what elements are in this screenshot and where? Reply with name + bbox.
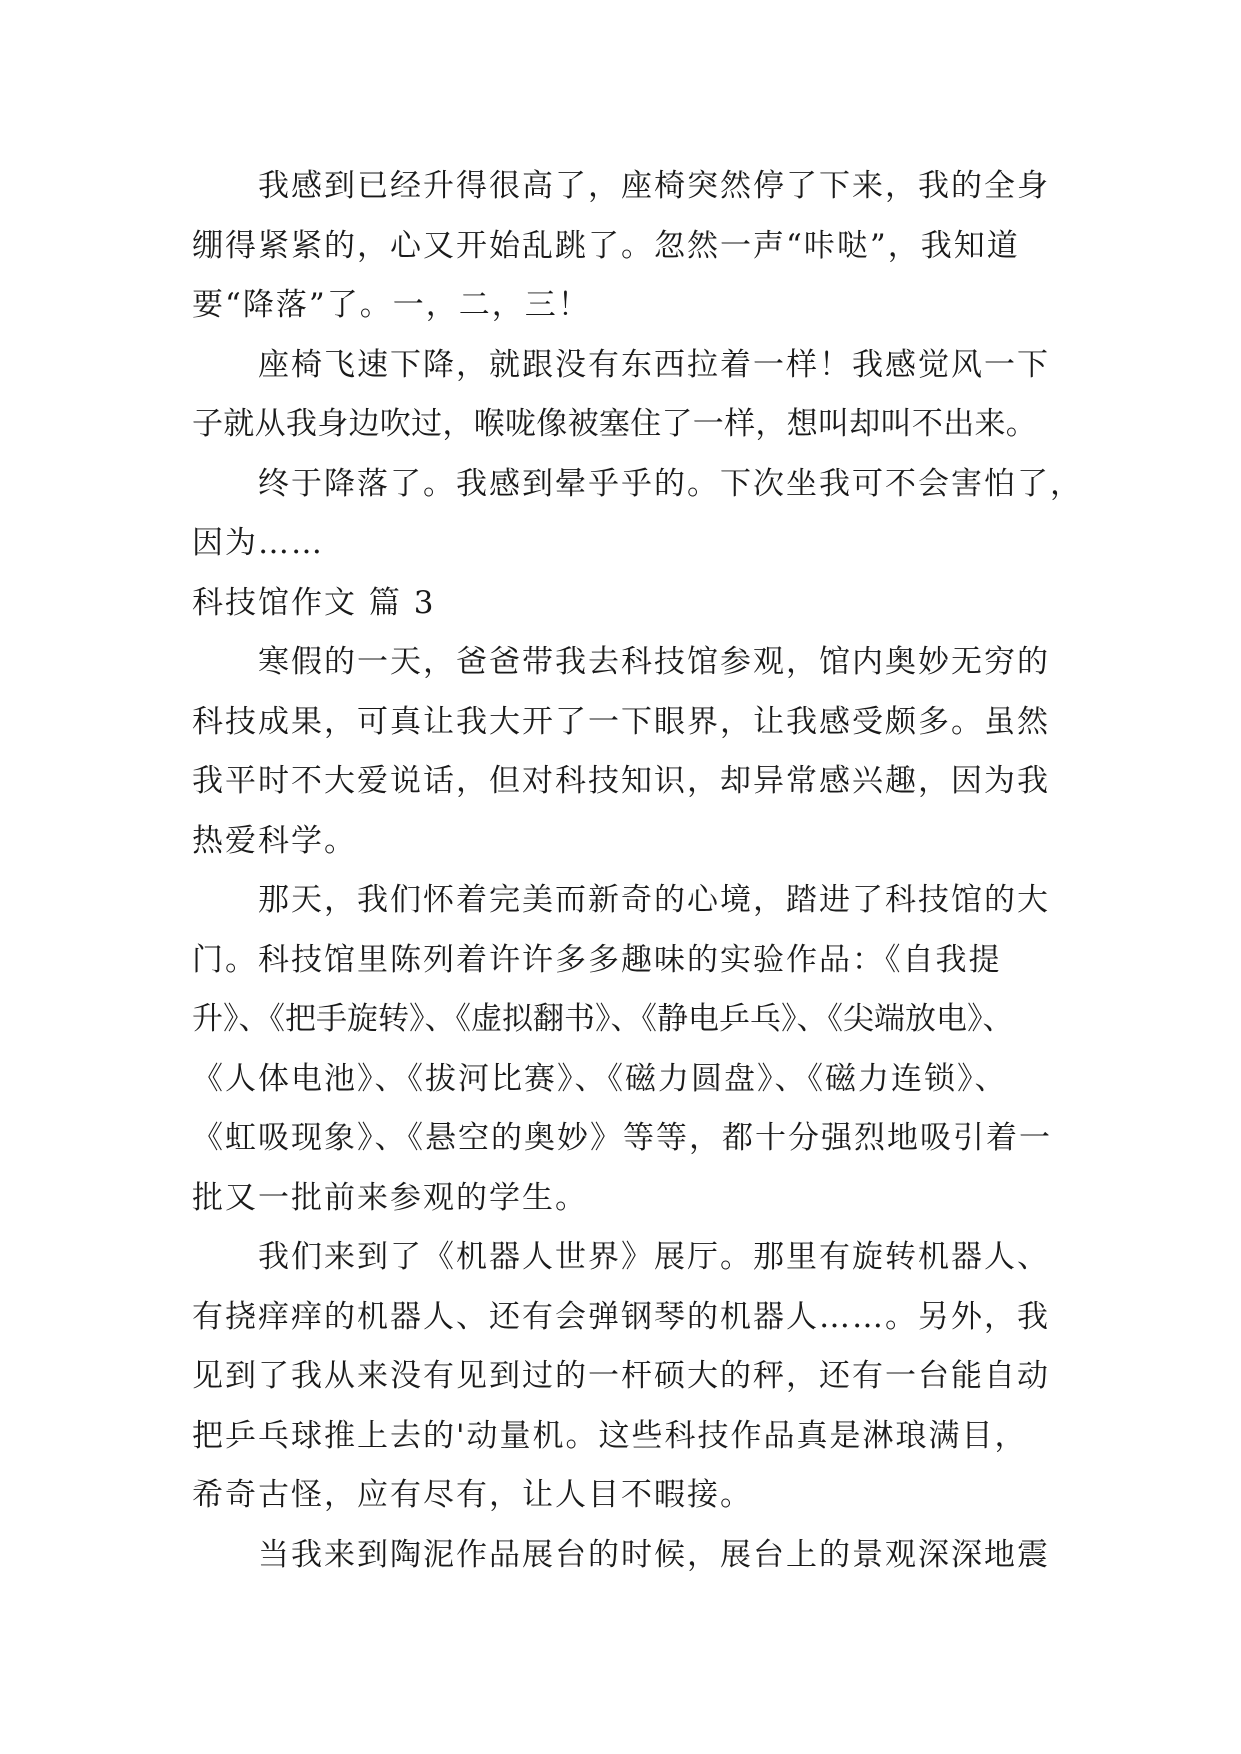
text-line: 升》、《把手旋转》、《虚拟翻书》、《静电乒乓》、《尖端放电》、 [192, 1001, 1014, 1037]
text-line: 子就从我身边吹过，喉咙像被塞住了一样，想叫却叫不出来。 [192, 406, 1038, 442]
text-line: 那天，我们怀着完美而新奇的心境，踏进了科技馆的大 [258, 882, 1050, 918]
text-line: 座椅飞速下降，就跟没有东西拉着一样！我感觉风一下 [258, 346, 1050, 383]
text-line: 当我来到陶泥作品展台的时候，展台上的景观深深地震 [258, 1536, 1050, 1573]
paragraph [192, 633, 1072, 871]
text-line: 我们来到了《机器人世界》展厅。那里有旋转机器人、 [258, 1239, 1050, 1275]
text-line: 我平时不大爱说话，但对科技知识，却异常感兴趣，因为我 [192, 763, 1050, 799]
text-line: 《虹吸现象》、《悬空的奥妙》等等，都十分强烈地吸引着一 [192, 1120, 1052, 1156]
text-line: 科技成果，可真让我大开了一下眼界，让我感受颇多。虽然 [192, 703, 1050, 740]
text-line: 有挠痒痒的机器人、还有会弹钢琴的机器人……。另外，我 [192, 1298, 1050, 1335]
text-line: 终于降落了。我感到晕乎乎的。下次坐我可不会害怕了， [258, 465, 1083, 502]
paragraph [192, 336, 1072, 455]
text-line: 门。科技馆里陈列着许许多多趣味的实验作品：《自我提 [192, 941, 1002, 978]
paragraph [192, 157, 1072, 336]
paragraph [192, 871, 1072, 1228]
text-line: 因为…… [192, 525, 324, 561]
text-line: 绷得紧紧的，心又开始乱跳了。忽然一声“咔哒”，我知道 [192, 227, 1020, 264]
paragraph [192, 1526, 1072, 1586]
text-line: 寒假的一天，爸爸带我去科技馆参观，馆内奥妙无穷的 [258, 644, 1050, 680]
paragraph [192, 1228, 1072, 1526]
text-line: 要“降落”了。一，二，三！ [192, 287, 591, 323]
section-heading: 科技馆作文 篇 3 [192, 584, 436, 621]
text-line: 希奇古怪，应有尽有，让人目不暇接。 [192, 1477, 753, 1513]
text-line: 《人体电池》、《拔河比赛》、《磁力圆盘》、《磁力连锁》、 [192, 1060, 1008, 1097]
text-line: 我感到已经升得很高了，座椅突然停了下来，我的全身 [258, 168, 1050, 204]
text-line: 见到了我从来没有见到过的一杆硕大的秤，还有一台能自动 [192, 1358, 1050, 1394]
document-body [192, 157, 1083, 1585]
text-line: 批又一批前来参观的学生。 [192, 1179, 588, 1216]
text-line: 热爱科学。 [192, 822, 357, 859]
text-line: 把乒乓球推上去的'动量机。这些科技作品真是淋琅满目， [192, 1417, 1028, 1454]
paragraph [192, 455, 1083, 574]
